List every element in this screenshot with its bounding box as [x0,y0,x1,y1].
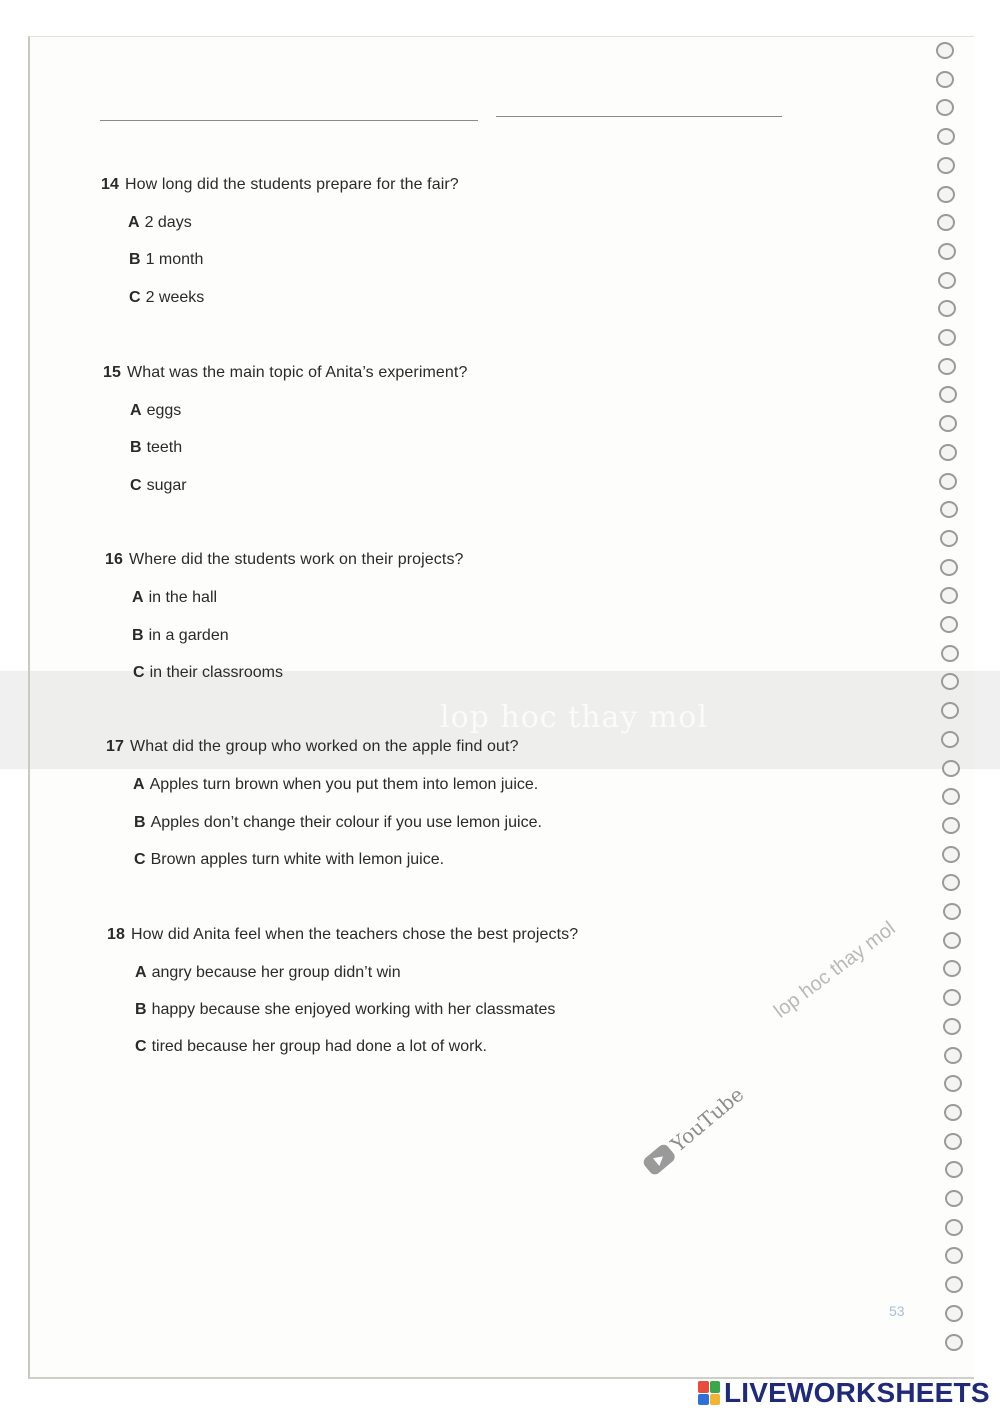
binding-ring [942,788,960,805]
binding-ring [944,1104,962,1121]
binding-ring [941,702,959,719]
question-number: 17 [106,738,124,755]
binding-ring [941,673,959,690]
question-number: 16 [105,551,123,568]
option-text: eggs [146,402,182,419]
binding-ring [945,1305,963,1322]
option-14-a[interactable] [128,214,192,232]
option-15-c[interactable] [130,477,187,495]
option-15-b[interactable] [130,439,182,457]
option-text: in a garden [148,627,229,644]
watermark-band-text: lop hoc thay mol [440,700,708,735]
brand-icon-square [698,1381,709,1393]
option-letter: B [132,627,144,644]
binding-ring [939,473,957,490]
binding-ring [943,932,961,949]
option-18-a[interactable] [135,964,401,982]
option-letter: C [129,289,141,306]
option-letter: C [133,664,145,681]
watermark-diagonal-text: lop hoc thay mol [770,917,900,1023]
binding-ring [940,501,958,518]
binding-ring [945,1334,963,1351]
option-letter: C [135,1038,147,1055]
option-letter: B [129,251,141,268]
brand-logo[interactable] [698,1378,990,1408]
option-16-b[interactable] [132,627,229,645]
binding-ring [937,214,955,231]
page-number: 53 [889,1303,905,1319]
binding-ring [941,731,959,748]
option-18-c[interactable] [135,1038,487,1056]
question-text: Where did the students work on their projects? [129,551,464,568]
binding-ring [938,358,956,375]
option-text: 2 days [144,214,192,231]
option-letter: A [133,776,145,793]
brand-icon-square [710,1394,721,1406]
binding-ring [945,1161,963,1178]
binding-ring [939,444,957,461]
binding-ring [936,71,954,88]
option-18-b[interactable] [135,1001,555,1019]
option-14-c[interactable] [129,289,204,307]
option-letter: A [128,214,140,231]
option-text: 1 month [145,251,204,268]
binding-ring [936,99,954,116]
option-text: sugar [146,477,187,494]
question-text: What did the group who worked on the apple find out? [130,738,519,755]
binding-ring [944,1075,962,1092]
binding-ring [942,760,960,777]
option-17-c[interactable] [134,851,444,869]
option-text: Apples turn brown when you put them into lemon juice. [149,776,539,793]
option-text: in their classrooms [149,664,283,681]
question-number: 18 [107,926,125,943]
brand-icon-square [698,1394,709,1406]
binding-ring [944,1133,962,1150]
question-text: What was the main topic of Anita’s experiment? [127,364,468,381]
option-letter: B [130,439,142,456]
binding-ring [945,1276,963,1293]
option-text: Brown apples turn white with lemon juice. [150,851,445,868]
option-15-a[interactable] [130,402,181,420]
option-text: tired because her group had done a lot of work. [151,1038,487,1055]
option-14-b[interactable] [129,251,203,269]
question-17 [106,738,519,756]
binding-ring [942,846,960,863]
binding-ring [940,530,958,547]
binding-ring [945,1219,963,1236]
binding-ring [937,157,955,174]
option-text: happy because she enjoyed working with her classmates [151,1001,556,1018]
option-16-c[interactable] [133,664,283,682]
question-text: How long did the students prepare for the fair? [125,176,459,193]
binding-ring [939,386,957,403]
question-14 [101,176,459,194]
option-text: angry because her group didn’t win [151,964,401,981]
binding-ring [938,300,956,317]
binding-ring [937,186,955,203]
option-17-b[interactable] [134,814,542,832]
question-16 [105,551,464,569]
binding-ring [938,272,956,289]
binding-ring [944,1047,962,1064]
brand-name: LIVEWORKSHEETS [724,1377,990,1408]
spiral-binding [936,42,966,1362]
question-18 [107,926,578,944]
option-16-a[interactable] [132,589,217,607]
option-17-a[interactable] [133,776,538,794]
option-letter: A [135,964,147,981]
binding-ring [940,587,958,604]
binding-ring [940,559,958,576]
option-text: 2 weeks [145,289,205,306]
option-letter: A [130,402,142,419]
binding-ring [943,903,961,920]
binding-ring [938,243,956,260]
option-letter: C [130,477,142,494]
brand-icon-square [710,1381,721,1393]
header-rule-left [100,120,478,121]
binding-ring [939,415,957,432]
option-letter: B [134,814,146,831]
binding-ring [943,960,961,977]
binding-ring [942,874,960,891]
option-text: teeth [146,439,183,456]
question-number: 15 [103,364,121,381]
binding-ring [945,1247,963,1264]
binding-ring [941,645,959,662]
binding-ring [938,329,956,346]
question-15 [103,364,467,382]
binding-ring [943,1018,961,1035]
brand-grid-icon [698,1381,720,1405]
option-letter: A [132,589,144,606]
binding-ring [937,128,955,145]
option-text: Apples don’t change their colour if you use lemon juice. [150,814,542,831]
option-text: in the hall [148,589,218,606]
binding-ring [942,817,960,834]
question-text: How did Anita feel when the teachers chose the best projects? [131,926,579,943]
question-number: 14 [101,176,119,193]
option-letter: B [135,1001,147,1018]
binding-ring [940,616,958,633]
header-rule-right [496,116,782,117]
binding-ring [945,1190,963,1207]
binding-ring [943,989,961,1006]
youtube-label: YouTube [666,1082,749,1157]
binding-ring [936,42,954,59]
option-letter: C [134,851,146,868]
